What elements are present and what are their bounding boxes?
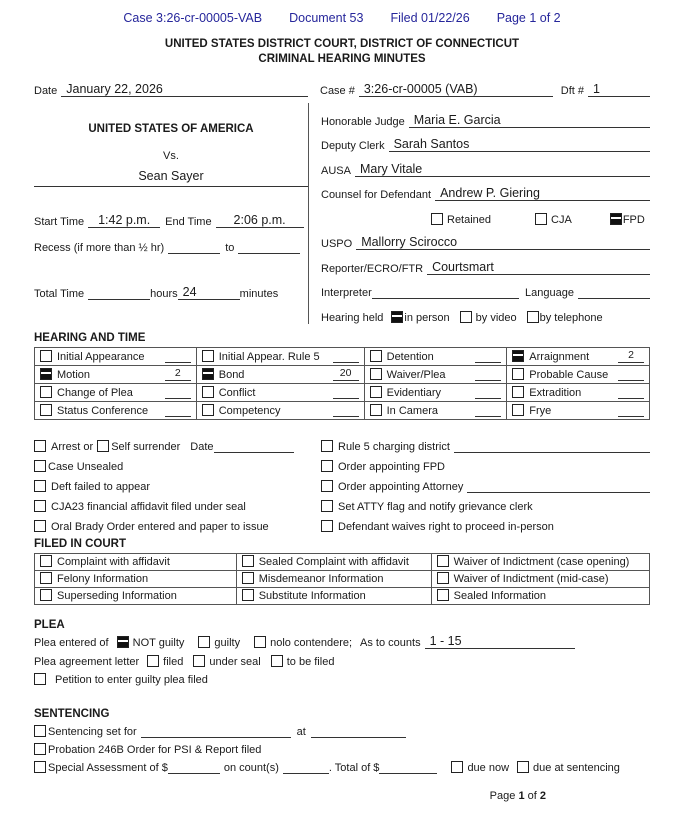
probable-cause-label: Probable Cause [529,368,609,381]
order-attorney-checkbox[interactable] [321,480,333,492]
cja-checkbox[interactable] [535,213,547,225]
uspo-label: USPO [321,238,353,250]
hearing-held-label: Hearing held [321,311,384,324]
sentencing-set-label: Sentencing set for [48,726,137,738]
deputy-clerk-value: Sarah Santos [393,137,470,151]
language-field[interactable] [578,284,650,299]
assessment-total-field[interactable] [379,759,437,774]
minutes-slot[interactable] [475,385,501,399]
status-conference-checkbox[interactable] [40,404,52,416]
minutes-slot[interactable] [333,367,359,381]
probation-label: Probation 246B Order for PSI & Report filed [48,744,262,756]
hearing-option-initial-appear-rule-5[interactable] [196,347,364,365]
by-telephone-label: by telephone [539,311,603,324]
waiver-mid-case-label: Waiver of Indictment (mid-case) [453,572,609,585]
fpd-option[interactable] [610,213,645,226]
ausa-value: Mary Vitale [359,161,423,176]
case-number-value: 3:26-cr-00005 (VAB) [363,82,478,96]
agreement-under-seal-label: under seal [209,655,261,668]
table-row [35,347,650,365]
hearing-option-conflict[interactable] [196,383,364,401]
waiver-case-opening-checkbox[interactable] [437,555,449,567]
evidentiary-label: Evidentiary [386,386,442,399]
minutes-label: minutes [239,288,279,300]
cja23-label: CJA23 financial affidavit filed under seal [51,500,246,513]
motion-label: Motion [57,368,91,381]
waiver-plea-checkbox[interactable] [370,368,382,380]
retained-checkbox[interactable] [431,213,443,225]
rule5-label: Rule 5 charging district [338,440,450,453]
uspo-field[interactable] [356,235,650,250]
footer-page-word: Page [489,790,516,802]
superseding-information-checkbox[interactable] [40,589,52,601]
table-row [35,401,650,419]
petition-label: Petition to enter guilty plea filed [55,674,208,686]
footer-of-word: of [527,790,537,802]
bond-checkbox[interactable] [202,368,214,380]
evidentiary-checkbox[interactable] [370,386,382,398]
counts-field[interactable] [425,634,575,649]
in-person-label: in person [404,311,450,324]
special-assessment-checkbox[interactable] [34,761,46,773]
table-row [35,365,650,383]
ecf-case-number: Case 3:26-cr-00005-VAB [123,11,263,25]
hearing-option-evidentiary[interactable] [364,383,507,401]
start-time-value: 1:42 p.m. [98,213,151,227]
in-person-option[interactable] [391,311,449,324]
defense-counsel-field[interactable] [435,186,650,201]
minutes-value: 20 [339,366,352,379]
uspo-row [321,226,650,251]
arraignment-label: Arraignment [529,350,590,363]
waives-in-person-row[interactable] [321,513,650,533]
frye-checkbox[interactable] [512,404,524,416]
filed-option-misdemeanor-information[interactable] [236,570,431,587]
probable-cause-checkbox[interactable] [512,368,524,380]
probation-checkbox[interactable] [34,743,46,755]
minutes-slot[interactable] [333,403,359,417]
plea-agreement-label: Plea agreement letter [34,655,140,668]
nolo-contendere-label: nolo contendere; [270,637,353,649]
hearing-option-probable-cause[interactable] [507,365,650,383]
sentencing-date-field[interactable] [141,723,291,738]
total-minutes-field[interactable] [178,285,240,300]
nolo-contendere-checkbox[interactable] [254,636,266,648]
filed-option-waiver-mid-case[interactable] [431,570,649,587]
set-atty-flag-label: Set ATTY flag and notify grievance clerk [338,500,533,513]
sentencing-section-title: SENTENCING [34,708,110,720]
defense-counsel-label: Counsel for Defendant [321,189,432,201]
parties-column [34,103,308,324]
complaint-label: Complaint with affidavit [57,555,170,568]
competency-checkbox[interactable] [202,404,214,416]
minutes-slot[interactable] [165,385,191,399]
sentencing-at-label: at [296,726,306,738]
retained-label: Retained [447,213,492,226]
sealed-information-label: Sealed Information [453,589,547,602]
minutes-slot[interactable] [618,367,644,381]
ecf-filed-date: Filed 01/22/26 [390,11,470,25]
minutes-slot[interactable] [618,349,644,363]
agreement-filed-option[interactable] [147,655,183,668]
ausa-label: AUSA [321,164,351,177]
initial-appearance-label: Initial Appearance [57,350,145,363]
initial-appear-rule-5-checkbox[interactable] [202,350,214,362]
minutes-slot[interactable] [165,349,191,363]
form-title: CRIMINAL HEARING MINUTES [258,53,426,65]
case-unsealed-label: Case Unsealed [48,460,124,473]
end-time-value: 2:06 p.m. [233,213,286,227]
hearing-option-arraignment[interactable] [507,347,650,365]
defendant-name-field[interactable] [34,169,308,187]
total-time-label: Total Time [34,288,85,300]
plea-entered-label: Plea entered of [34,637,109,649]
officials-column [308,103,650,324]
date-value: January 22, 2026 [66,82,163,96]
initial-appear-rule-5-label: Initial Appear. Rule 5 [218,350,320,363]
recess-from-field[interactable] [168,239,220,254]
petition-row[interactable] [34,668,650,687]
rule5-district-row [321,433,650,453]
filed-in-court-table [34,553,650,605]
order-fpd-checkbox[interactable] [321,460,333,472]
minutes-slot[interactable] [618,385,644,399]
page-footer [34,790,650,802]
hearing-option-bond[interactable] [196,365,364,383]
arrest-checkbox[interactable] [34,440,46,452]
guilty-label: guilty [214,637,241,649]
case-unsealed-checkbox[interactable] [34,460,46,472]
due-now-label: due now [467,762,510,774]
agreement-to-be-filed-checkbox[interactable] [271,655,283,667]
minutes-value: 2 [174,366,181,379]
minutes-slot[interactable] [165,403,191,417]
cja23-checkbox[interactable] [34,500,46,512]
sealed-complaint-label: Sealed Complaint with affidavit [258,555,409,568]
sealed-information-checkbox[interactable] [437,589,449,601]
judge-value: Maria E. Garcia [413,112,501,127]
superseding-information-label: Superseding Information [57,589,177,602]
waiver-mid-case-checkbox[interactable] [437,572,449,584]
order-attorney-label: Order appointing Attorney [338,480,464,493]
due-now-option[interactable] [451,761,509,774]
self-surrender-label: Self surrender [111,440,181,453]
caseline-row [34,82,650,97]
court-title: UNITED STATES DISTRICT COURT, DISTRICT OF CONNECTICUT [164,38,520,50]
total-minutes-value: 24 [182,285,197,299]
ecf-page-count: Page 1 of 2 [496,11,561,25]
hearing-option-in-camera[interactable] [364,401,507,419]
case-events-right [321,433,650,533]
special-assessment-label: Special Assessment of $ [48,762,168,774]
defendant-name: Sean Sayer [138,169,204,183]
case-events-left [34,433,321,533]
oral-brady-checkbox[interactable] [34,520,46,532]
total-of-label: . Total of $ [328,762,380,774]
minutes-value: 2 [628,348,634,361]
change-of-plea-checkbox[interactable] [40,386,52,398]
ausa-field[interactable] [355,162,650,177]
assessment-counts-field[interactable] [283,759,329,774]
reporter-label: Reporter/ECRO/FTR [321,262,424,275]
ecf-header [34,0,650,25]
not-guilty-option[interactable] [117,636,185,649]
cja-label: CJA [551,213,572,226]
recess-to-field[interactable] [238,239,300,254]
date-label: Date [34,85,58,97]
plaintiff-name: UNITED STATES OF AMERICA [88,123,254,135]
end-time-field[interactable] [216,213,304,228]
agreement-to-be-filed-option[interactable] [271,655,335,668]
hearing-option-competency[interactable] [196,401,364,419]
hearing-option-frye[interactable] [507,401,650,419]
hearing-option-extradition[interactable] [507,383,650,401]
interpreter-field[interactable] [372,284,519,299]
table-row [35,570,650,587]
footer-page-number: 1 [518,790,525,802]
hearing-time-table [34,347,650,420]
recess-to-label: to [225,242,235,254]
oral-brady-order-row[interactable] [34,513,321,533]
guilty-checkbox[interactable] [198,636,210,648]
deft-failed-checkbox[interactable] [34,480,46,492]
minutes-slot[interactable] [475,403,501,417]
sentencing-set-row [34,720,650,738]
order-fpd-label: Order appointing FPD [338,460,445,473]
extradition-label: Extradition [529,386,582,399]
arrest-date-label: Date [190,440,214,453]
special-assessment-row [34,756,650,774]
end-time-label: End Time [165,216,212,228]
sentencing-set-checkbox[interactable] [34,725,46,737]
dft-number-value: 1 [593,82,600,96]
petition-checkbox[interactable] [34,673,46,685]
start-end-time-row [34,213,308,228]
substitute-information-checkbox[interactable] [242,589,254,601]
initial-appearance-checkbox[interactable] [40,350,52,362]
table-row [35,587,650,604]
filed-option-superseding-information[interactable] [35,587,237,604]
reporter-value: Courtsmart [432,259,494,274]
by-video-option[interactable] [460,311,517,324]
minutes-slot[interactable] [333,385,359,399]
change-of-plea-label: Change of Plea [57,386,133,399]
minutes-slot[interactable] [475,349,501,363]
case-number-label: Case # [320,85,355,97]
start-time-label: Start Time [34,216,85,228]
deputy-clerk-field[interactable] [389,137,650,152]
due-at-sentencing-label: due at sentencing [533,762,620,774]
order-attorney-field[interactable] [467,478,650,493]
agreement-under-seal-checkbox[interactable] [193,655,205,667]
hearing-option-motion[interactable] [35,365,197,383]
filed-option-sealed-complaint[interactable] [236,553,431,570]
hearing-option-waiver-plea[interactable] [364,365,507,383]
as-to-counts-label: As to counts [360,637,421,649]
reporter-field[interactable] [427,260,650,275]
start-time-field[interactable] [88,213,160,228]
assessment-amount-field[interactable] [168,759,220,774]
date-field[interactable] [61,82,308,97]
filed-option-sealed-information[interactable] [431,587,649,604]
interpreter-row [321,275,650,300]
felony-information-label: Felony Information [57,572,149,585]
ausa-row [321,152,650,177]
table-row [35,383,650,401]
in-person-checkbox[interactable] [391,311,403,323]
misdemeanor-information-label: Misdemeanor Information [258,572,384,585]
agreement-filed-checkbox[interactable] [147,655,159,667]
hearing-held-row [321,299,650,324]
by-video-label: by video [475,311,517,324]
misdemeanor-information-checkbox[interactable] [242,572,254,584]
due-at-sentencing-checkbox[interactable] [517,761,529,773]
cja-option[interactable] [535,213,572,226]
by-telephone-checkbox[interactable] [527,311,539,323]
status-conference-label: Status Conference [57,404,149,417]
fpd-label: FPD [622,213,645,226]
total-hours-field[interactable] [88,285,150,300]
due-at-sentencing-option[interactable] [517,761,620,774]
minutes-slot[interactable] [475,367,501,381]
judge-label: Honorable Judge [321,115,405,128]
case-number-field[interactable] [359,82,553,97]
by-telephone-option[interactable] [527,311,603,324]
agreement-under-seal-option[interactable] [193,655,260,668]
waives-in-person-label: Defendant waives right to proceed in-person [338,520,554,533]
footer-page-total: 2 [539,790,546,802]
due-now-checkbox[interactable] [451,761,463,773]
minutes-slot[interactable] [333,349,359,363]
fpd-checkbox[interactable] [610,213,622,225]
sealed-complaint-checkbox[interactable] [242,555,254,567]
order-appointing-fpd-row[interactable] [321,453,650,473]
uspo-value: Mallorry Scirocco [361,235,458,249]
total-time-row [34,285,308,300]
plea-entered-row [34,631,650,650]
dft-number-field[interactable] [588,82,650,97]
hearing-option-initial-appearance[interactable] [35,347,197,365]
detention-checkbox[interactable] [370,350,382,362]
recess-row [34,239,308,254]
substitute-information-label: Substitute Information [258,589,366,602]
filed-option-felony-information[interactable] [35,570,237,587]
nolo-contendere-option[interactable] [254,636,352,649]
minutes-slot[interactable] [165,367,191,381]
case-unsealed-row[interactable] [34,453,321,473]
arrest-label: Arrest or [51,440,94,453]
self-surrender-checkbox[interactable] [97,440,109,452]
bond-label: Bond [218,368,245,381]
defense-counsel-value: Andrew P. Giering [440,186,540,200]
deputy-clerk-label: Deputy Clerk [321,140,385,152]
language-label: Language [525,287,574,299]
counts-value: 1 - 15 [429,634,462,648]
plea-section-title: PLEA [34,618,65,631]
table-row [35,553,650,570]
dft-number-label: Dft # [560,85,584,97]
arrest-date-field[interactable] [214,438,294,453]
frye-label: Frye [529,404,552,417]
waives-in-person-checkbox[interactable] [321,520,333,532]
arraignment-checkbox[interactable] [512,350,524,362]
sentencing-time-field[interactable] [311,723,406,738]
agreement-to-be-filed-label: to be filed [286,655,335,668]
in-camera-label: In Camera [386,404,438,417]
arrest-row [34,433,321,453]
conflict-label: Conflict [218,386,256,399]
motion-checkbox[interactable] [40,368,52,380]
deft-failed-label: Deft failed to appear [51,480,151,493]
order-appointing-attorney-row [321,473,650,493]
extradition-checkbox[interactable] [512,386,524,398]
interpreter-label: Interpreter [321,287,372,299]
not-guilty-checkbox[interactable] [117,636,129,648]
judge-field[interactable] [409,113,650,128]
waiver-case-opening-label: Waiver of Indictment (case opening) [453,555,630,568]
by-video-checkbox[interactable] [460,311,472,323]
hearing-section-title: HEARING AND TIME [34,331,146,344]
complaint-checkbox[interactable] [40,555,52,567]
competency-label: Competency [218,404,281,417]
felony-information-checkbox[interactable] [40,572,52,584]
deft-failed-to-appear-row[interactable] [34,473,321,493]
set-atty-flag-row[interactable] [321,493,650,513]
oral-brady-label: Oral Brady Order entered and paper to issue [51,520,269,533]
defense-counsel-row [321,177,650,202]
hearing-option-detention[interactable] [364,347,507,365]
guilty-option[interactable] [198,636,240,649]
filed-section-title: FILED IN COURT [34,537,126,550]
vs-label: Vs. [163,150,179,162]
filed-option-complaint[interactable] [35,553,237,570]
filed-option-waiver-case-opening[interactable] [431,553,649,570]
waiver-plea-label: Waiver/Plea [386,368,446,381]
counsel-type-row [321,201,650,226]
parties-and-officials [34,103,650,324]
recess-label: Recess (if more than ½ hr) [34,242,165,254]
hours-label: hours [150,288,178,300]
on-counts-label: on count(s) [223,762,279,774]
retained-option[interactable] [431,213,491,226]
rule5-checkbox[interactable] [321,440,333,452]
rule5-district-field[interactable] [454,438,650,453]
conflict-checkbox[interactable] [202,386,214,398]
case-events-section [34,433,650,533]
hearing-option-change-of-plea[interactable] [35,383,197,401]
in-camera-checkbox[interactable] [370,404,382,416]
hearing-option-status-conference[interactable] [35,401,197,419]
filed-option-substitute-information[interactable] [236,587,431,604]
judge-row [321,103,650,128]
set-atty-flag-checkbox[interactable] [321,500,333,512]
cja23-affidavit-row[interactable] [34,493,321,513]
probation-row[interactable] [34,738,650,756]
reporter-row [321,250,650,275]
deputy-clerk-row [321,128,650,153]
detention-label: Detention [386,350,434,363]
ecf-document-number: Document 53 [289,11,364,25]
not-guilty-label: NOT guilty [132,637,185,649]
minutes-slot[interactable] [618,403,644,417]
agreement-filed-label: filed [163,655,184,668]
plea-agreement-row [34,649,650,668]
